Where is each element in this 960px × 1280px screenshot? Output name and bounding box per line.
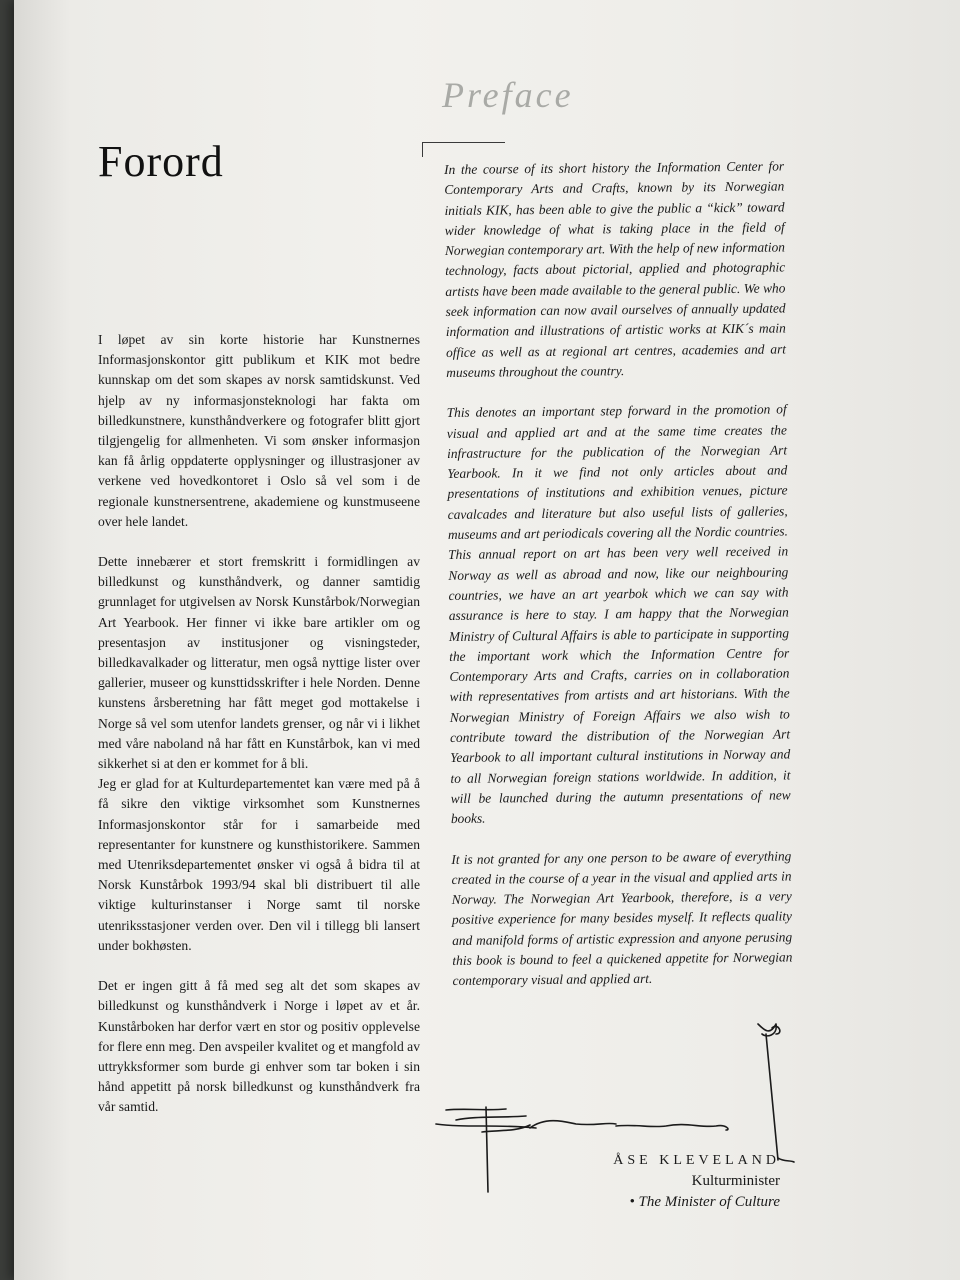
preface-paragraph: It is not granted for any one person to be aware of everything created in the course of a year in the visual and applied arts in Norway. The Norwegian Art Yearbook, therefore, is a very positive experience for many besides myself. It reflects quality and manifold forms of artistic expression and anyone perusing this book is bound to feel a quickened appetite for Norwegian contemporary visual and applied art. — [451, 847, 793, 989]
preface-english-column — [444, 156, 793, 991]
forord-norwegian-column — [98, 330, 420, 1118]
forord-paragraph: Jeg er glad for at Kulturdepartementet kan være med på å få sikre den viktige virksomhet som Kunstnernes Informasjonskontor står for i samarbeide med representanter for kunstnere og kunsthistorikere. Sammen med Utenriksdepartementet ønsker vi også å bidra til at Norsk Kunstårbok 1993/94 skal bli distribuert til alle viktige kulturinstanser i Norge samt til norske utenriksstasjoner verden over. Den vil i tillegg bli lansert under bokhøsten. — [98, 776, 420, 953]
forord-title: Forord — [98, 137, 224, 186]
signer-role-norwegian: Kulturminister — [691, 1173, 780, 1189]
preface-paragraph: In the course of its short history the Information Center for Contemporary Arts and Crafts, known by its Norwegian initials KIK, has been able to give the public a “kick” toward wider knowledge of what is taking place in the field of Norwegian contemporary art. With the help of new information technology, facts about pictorial, applied and photographic artists have been made available to the general public. We who seek information can now avail ourselves of annually updated information and illustrations of artistic works at KIK´s main office as well as at regional art centres, academies and art museums throughout the country. — [444, 158, 787, 380]
signature-block — [613, 1150, 780, 1213]
forord-paragraph: Dette innebærer et stort fremskritt i formidlingen av billedkunst og kunsthåndverk, og danner samtidig grunnlaget for utgivelsen av Norsk Kunstårbok/Norwegian Art Yearbook. Her finner vi ikke bare artikler om og presentasjon av institusjoner og visningsteder, billedkavalkader og litteratur, men også nyttige lister over gallerier, museer og kunsttidsskrifter i hele Norden. Denne kunstens årsberetning har fått meget god mottakelse i Norge så vel som utenfor landets grenser, og når vi i likhet med våre naboland nå har fått en Kunstårbok, kan vi med sikkerhet si at den er kommet for å bli. — [98, 554, 420, 772]
signer-role-english: • The Minister of Culture — [629, 1194, 780, 1210]
forord-paragraph: Det er ingen gitt å få med seg alt det som skapes av billedkunst og kunsthåndverk i Norge i løpet av et år. Kunstårboken har derfor vært en stor og positiv opplevelse for flere enn meg. Den avspeiler kvalitet og et mangfold av uttrykksformer som burde gi enhver som tar boken i sin hånd appetitt på norsk billedkunst og kunsthåndverk fra vår samtid. — [98, 978, 420, 1115]
preface-title: Preface — [442, 75, 574, 115]
forord-paragraph: I løpet av sin korte historie har Kunstnernes Informasjonskontor gitt publikum et KIK mot bedre kunnskap om det som skapes av norsk samtidskunst. Ved hjelp av ny informasjonsteknologi har fakta om billedkunstnere, kunsthåndverkere og fotografer blitt gjort tilgjengelig for allmenheten. Vi som ønsker informasjon kan få årlig oppdaterte opplysninger og illustrasjoner av verkene ved hovedkontoret i Oslo så vel som i de regionale kunstnersentrene, akademiene og kunstmuseene over hele landet. — [98, 332, 420, 529]
preface-paragraph: This denotes an important step forward in the promotion of visual and applied art and at the same time creates the infrastructure for the publication of the Norwegian Art Yearbook. In it we find not only articles about and presentations of institutions and exhibition venues, picture cavalcades and literature but also useful lists of galleries, museums and art periodicals covering all the Nordic countries. This annual report on art has been very well received in Norway as well as abroad and now, like our neighbouring countries, we have an art yearbok which we can say with assurance is here to stay. I am happy that the Norwegian Ministry of Cultural Affairs is able to participate in supporting the important work which the Information Centre for Contemporary Arts and Crafts, carries on in collaboration with representatives from artists and art historians. With the Norwegian Ministry of Foreign Affairs we also wish to contribute toward the distribution of the Norwegian Art Yearbook to all important cultural institutions in Norway and to all Norwegian foreign stations worldwide. In addition, it will be launched during the autumn presentations of new books. — [446, 401, 791, 827]
signer-name: ÅSE KLEVELAND — [613, 1153, 780, 1168]
book-page — [14, 0, 960, 1280]
corner-rule — [422, 142, 505, 157]
